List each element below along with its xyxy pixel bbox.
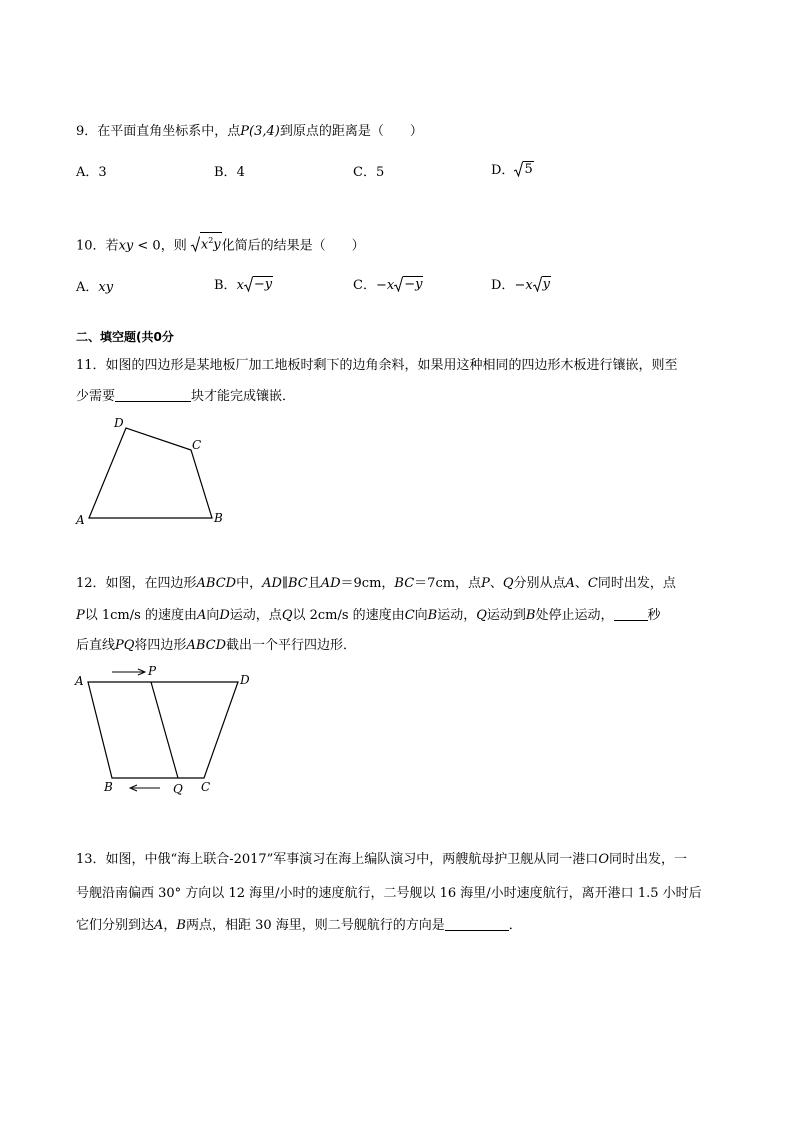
label-b: B xyxy=(214,511,223,525)
q12-line1: 12．如图，在四边形ABCD中，AD∥BC且AD＝9cm，BC＝7cm，点P、Q分别从点A、C同时出发，点 xyxy=(76,576,676,591)
label-c: C xyxy=(201,780,211,794)
label-a: A xyxy=(75,674,84,688)
q11-line2: 少需要 块才能完成镶嵌． xyxy=(76,389,296,404)
q10-option-d[interactable]: D．−x y xyxy=(491,277,551,293)
section-heading: 二、填空题(共0分 xyxy=(76,330,174,344)
q9-option-a[interactable]: A．3 xyxy=(76,165,107,180)
label-d: D xyxy=(240,673,250,687)
q13-line3: 它们分别到达A，B两点，相距 30 海里，则二号舰航行的方向是 ． xyxy=(76,918,522,933)
q11-answer-blank[interactable] xyxy=(115,387,191,402)
label-b: B xyxy=(104,780,113,794)
q9-stem xyxy=(76,120,423,139)
q9-post: 到原点的距离是（ ） xyxy=(279,124,423,139)
q11-quadrilateral-figure xyxy=(70,412,240,532)
q10-sqrt-expr: $x^2y$ xyxy=(191,232,222,252)
q12-trapezoid-figure xyxy=(70,660,270,800)
q12-line2: P以 1cm/s 的速度由A向D运动，点Q以 2cm/s 的速度由C向B运动，Q运动到B处停止运动， 秒 xyxy=(76,608,661,623)
q11-line1: 11．如图的四边形是某地板厂加工地板时剩下的边角余料，如果用这种相同的四边形木板进行镶嵌，则至 xyxy=(76,358,678,373)
q12-line3: 后直线PQ将四边形ABCD截出一个平行四边形． xyxy=(76,638,357,653)
label-a: A xyxy=(76,513,85,527)
label-p: P xyxy=(148,664,157,678)
q9-point: P(3,4) xyxy=(240,124,280,139)
q10-option-b[interactable]: B．x −y xyxy=(214,277,273,293)
label-q: Q xyxy=(173,782,183,796)
q10-stem: 10．若xy < 0，则 $x^2y$ 化简后的结果是（ ） xyxy=(76,232,365,253)
q9-pre: 在平面直角坐标系中，点 xyxy=(97,124,241,139)
q12-answer-blank[interactable] xyxy=(614,606,648,621)
q13-answer-blank[interactable] xyxy=(445,916,509,931)
segment-pq xyxy=(151,682,178,778)
q9-option-d[interactable]: D． 5 xyxy=(491,162,533,178)
label-d: D xyxy=(114,416,124,430)
q13-line1: 13．如图，中俄“海上联合-2017”军事演习在海上编队演习中，两艘航母护卫舰从同一港口O同时出发，一 xyxy=(76,852,687,867)
q9-number: 9． xyxy=(76,124,98,139)
q9-option-c[interactable]: C．5 xyxy=(353,165,385,180)
trapezoid-abcd xyxy=(88,682,238,778)
sqrt-symbol: 5 xyxy=(514,161,533,177)
q10-option-a[interactable]: A．xy xyxy=(76,280,114,295)
q10-option-c[interactable]: C．−x −y xyxy=(353,277,423,293)
label-c: C xyxy=(192,438,202,452)
q13-line2: 号舰沿南偏西 30° 方向以 12 海里/小时的速度航行，二号舰以 16 海里/小时速度航行，离开港口 1.5 小时后 xyxy=(76,886,702,901)
q9-option-b[interactable]: B．4 xyxy=(214,165,245,180)
